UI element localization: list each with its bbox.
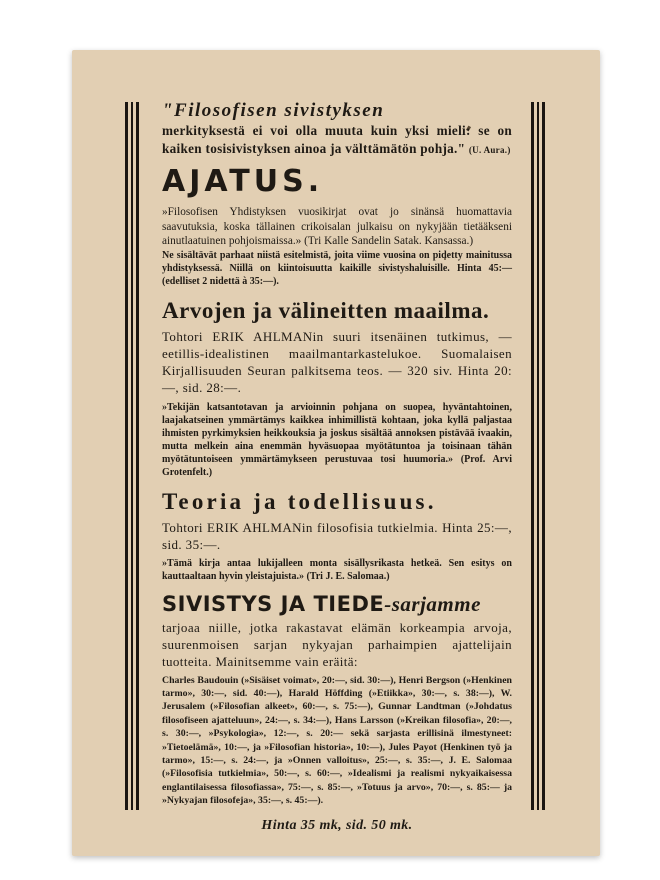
rule-line (136, 102, 139, 810)
book-back-cover (72, 50, 600, 856)
ajatus-info: Ne sisältävät parhaat niistä esitelmistä, joita viime vuosina on pidetty mainitussa yhdistyksessä. Niillä on kiintoisuutta kaikille sivistyshaluisille. Hinta 45:— (edelliset 2 nidettä à 35:—). (162, 249, 512, 287)
series-book-list: Charles Baudouin (»Sisäiset voimat», 20:—, sid. 30:—), Henri Bergson (»Henkinen tarmo», 30:—, sid. 40:—), Harald Höffding (»Etiikka», 30:—, s. 38:—), W. Jerusalem (»Filosofian alkeet», 60:—, s. 75:—), Gunnar Landtman (»Johdatus filosofiseen ajatteluun», 24:—, s. 34:—), Hans Larsson (»Kreikan filosofia», 20:—, s. 30:—, »Psykologia», 12:—, s. 20:— sekä sarjasta erillisinä ilmestyneet: »Tietoelämä», 10:—, ja »Filosofian historia», 10:—), Jules Payot (Henkinen työ ja tarmo», 15:—, s. 24:—, ja »Onnen valloitus», 25:—, s. 35:—, J. E. Salomaa (»Filosofisia tutkielmia», 50:—, s. 60:—, »Idealismi ja realismi nykyaikaisessa englantilaisessa filosofiassa», 75:—, s. 85:—, »Totuus ja arvo», 70:—, s. 85:— ja »Nykyajan filosofeja», 35:—, s. 45:—). (162, 674, 512, 807)
right-decorative-bars (531, 102, 545, 810)
teoria-title: Teoria ja todellisuus. (162, 488, 437, 514)
series-suffix: -sarjamme (384, 591, 481, 616)
left-decorative-bars (125, 102, 139, 810)
rule-line (537, 102, 540, 810)
series-title (162, 591, 512, 617)
price-line: Hinta 35 mk, sid. 50 mk. (261, 817, 413, 833)
rule-line (531, 102, 534, 810)
quote-source: (U. Aura.) (468, 145, 511, 155)
series-name: SIVISTYS JA TIEDE (162, 591, 385, 616)
arvojen-description: Tohtori ERIK AHLMANin suuri itsenäinen tutkimus, — eetillis-idealistinen maailmantarkastelukoe. Suomalaisen Kirjallisuuden Seuran palkitsema teos. — 320 siv. Hinta 20:—, sid. 28:—. (162, 328, 512, 395)
arvojen-title: Arvojen ja välineitten maailma. (162, 297, 490, 323)
quote-heading: "Filosofisen sivistyksen (162, 100, 385, 121)
rule-line (125, 102, 128, 810)
series-description: tarjoaa niille, jotka rakastavat elämän korkeampia arvoja, suurenmoisen sarjan nykyajan parhaimpien ajattelijain tuotteita. Mainitsemme vain eräitä: (162, 619, 512, 669)
teoria-review: »Tämä kirja antaa lukijalleen monta sisällysrikasta hetkeä. Sen esitys on kauttaaltaan hyvin yleistajuista.» (Tri J. E. Salomaa.) (162, 557, 512, 582)
quote-body (162, 122, 512, 159)
cover-text (162, 100, 512, 848)
arvojen-review: »Tekijän katsantotavan ja arvioinnin pohjana on suopea, hyväntahtoinen, laajakatseinen ymmärtämys kaikkea inhimillistä kohtaan, joka kyllä paljastaa ihmisten pyrkimyksien heikkouksia ja joskus sisältää annoksen pistävää ivaakin, mutta melkein aina enemmän hyväsuopaa myötätuntoa ja toisinaan tähän myötätuntoiseen ymmärtämykseen perustuvaa tosi huumoria.» (Prof. Arvi Grotenfelt.) (162, 401, 512, 478)
teoria-description: Tohtori ERIK AHLMANin filosofisia tutkielmia. Hinta 25:—, sid. 35:—. (162, 519, 512, 552)
rule-line (131, 102, 134, 810)
rule-line (542, 102, 545, 810)
ajatus-review: »Filosofisen Yhdistyksen vuosikirjat ovat jo sinänsä huomattavia saavutuksia, koska tällainen crikoisalan julkaisu on nykyjään tietääkseni ainutlaatuinen pohjoismaissa.» (Tri Kalle Sandelin Satak. Kansassa.) (162, 206, 512, 247)
ajatus-title: AJATUS. (162, 164, 324, 199)
quote-text: merkityksestä ei voi olla muuta kuin yksi mieli: se on kaiken tosisivistyksen ainoa ja välttämätön pohja." (162, 123, 512, 156)
